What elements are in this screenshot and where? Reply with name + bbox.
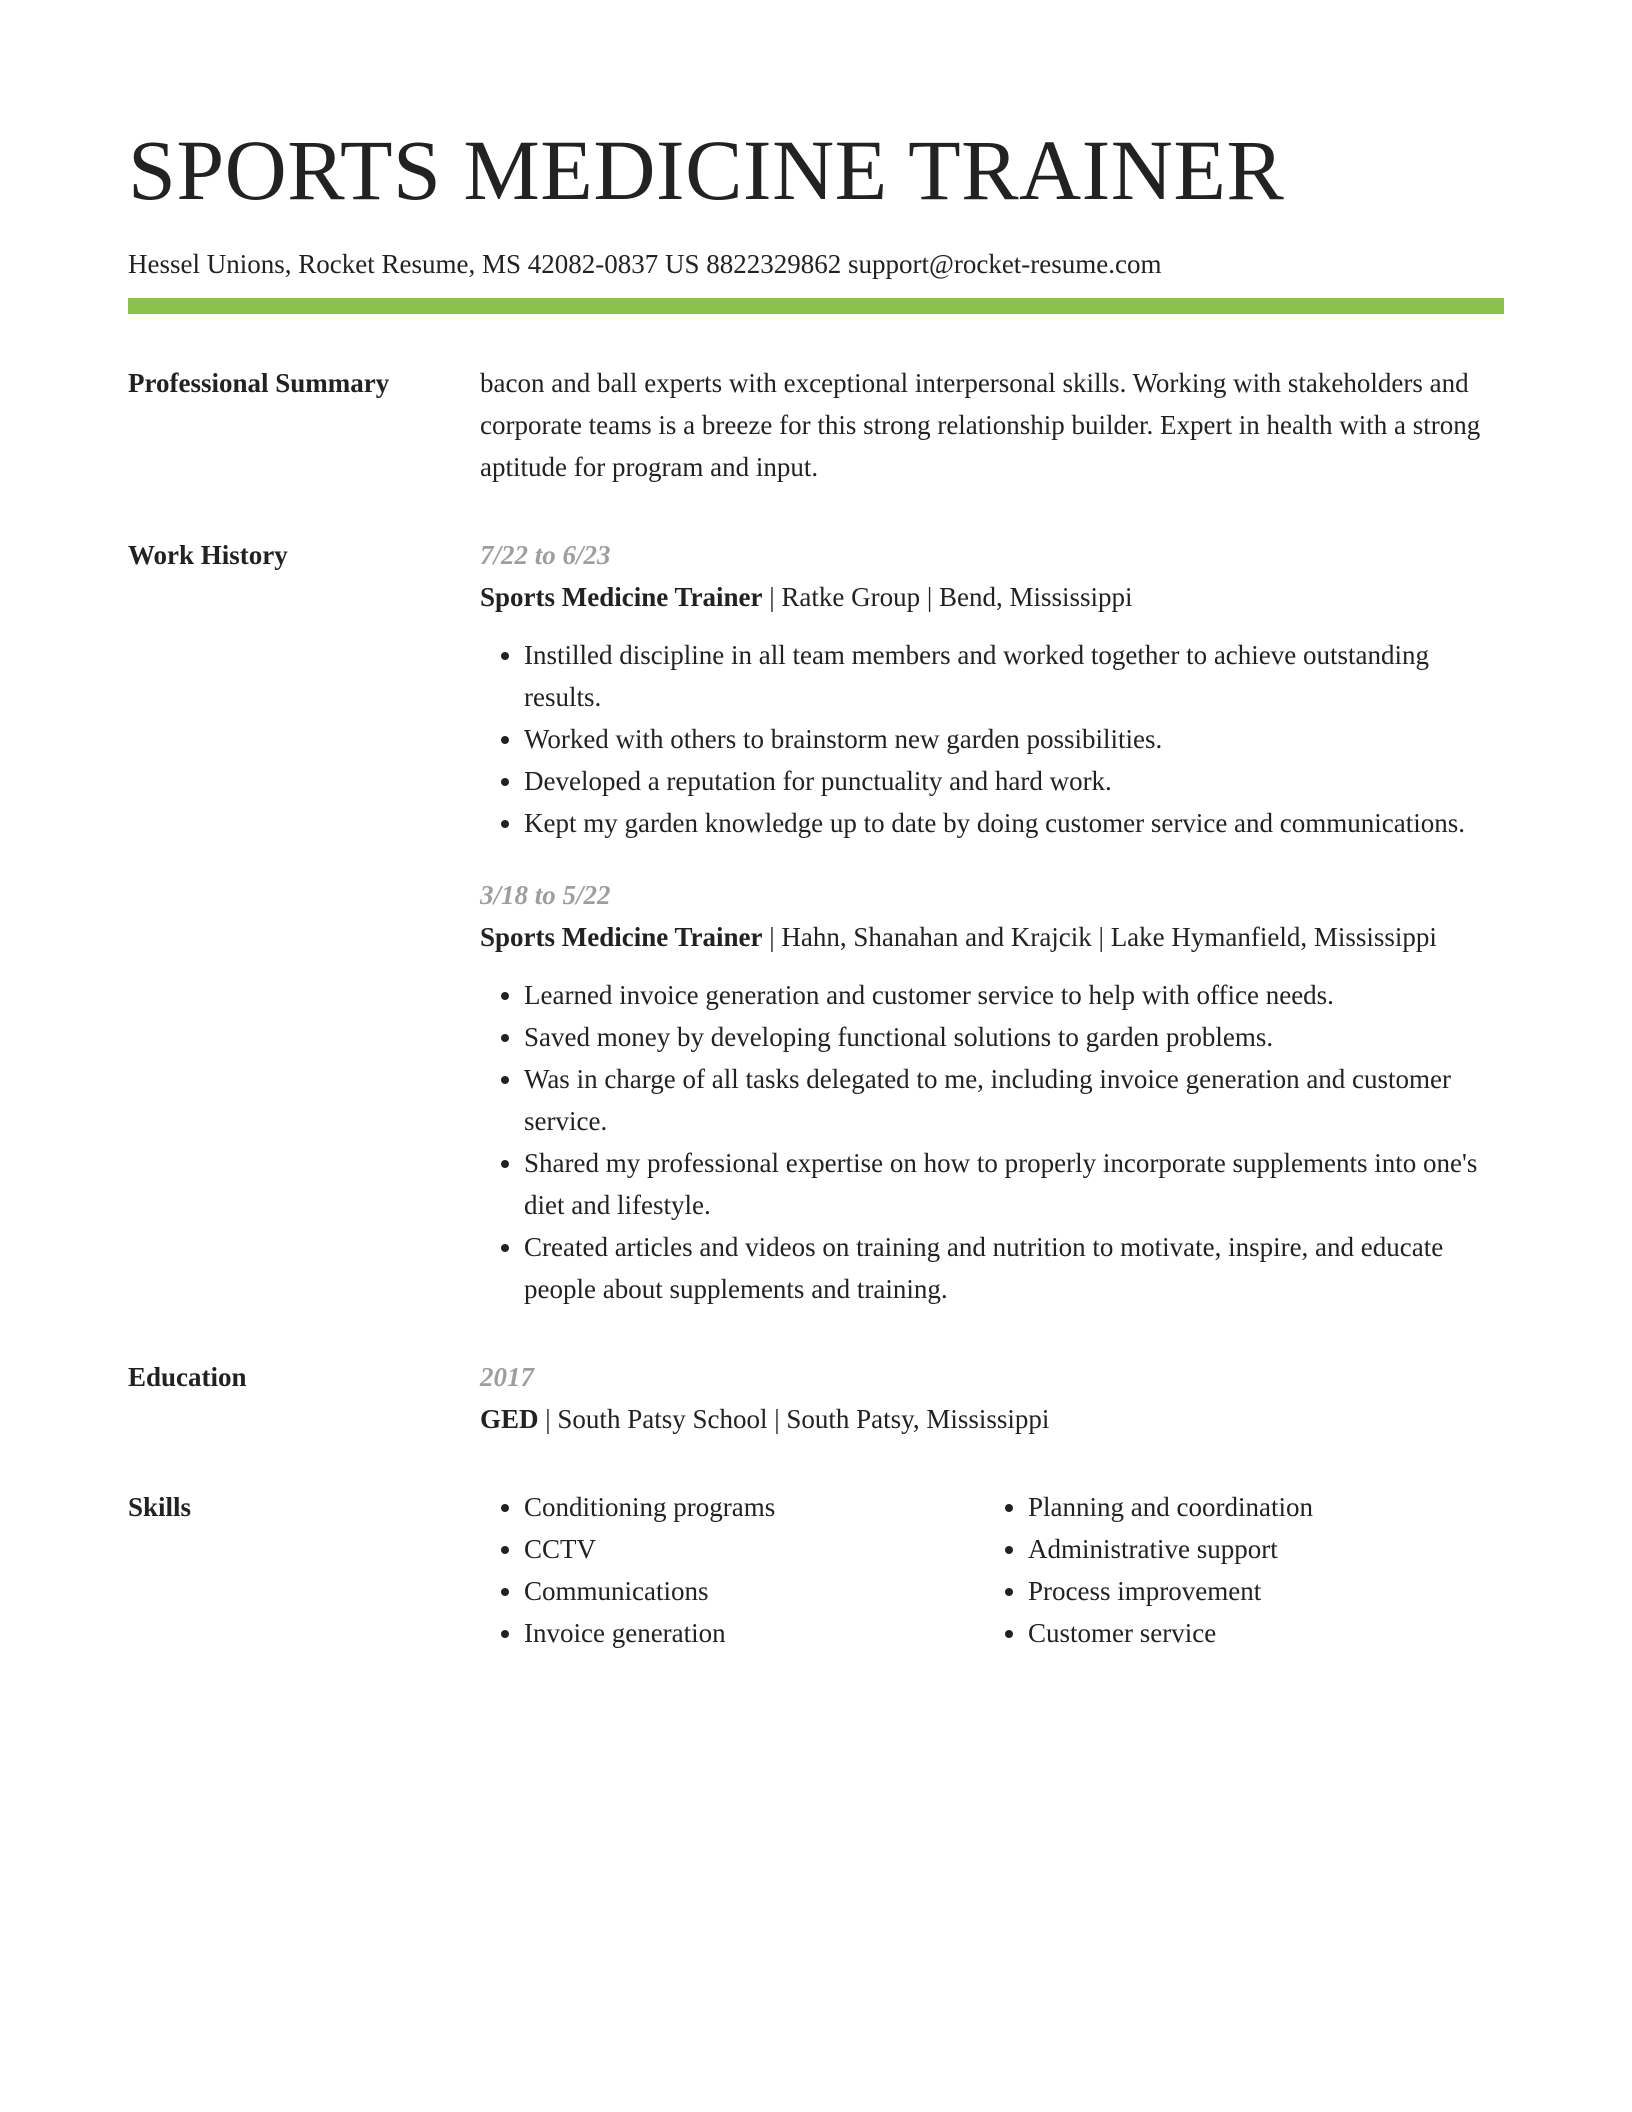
job-dates: 7/22 to 6/23 [480, 540, 611, 570]
skill-item: • Administrative support [1028, 1528, 1488, 1570]
job-bullet: • Shared my professional expertise on how to properly incorporate supplements into one's diet and lifestyle. [524, 1142, 1504, 1226]
job-heading [480, 916, 1504, 958]
job-dates: 3/18 to 5/22 [480, 880, 611, 910]
job-bullet: • Created articles and videos on training and nutrition to motivate, inspire, and educate people about supplements and training. [524, 1226, 1504, 1310]
education-dates: 2017 [480, 1362, 534, 1392]
education-details: | South Patsy School | South Patsy, Mississippi [538, 1404, 1050, 1434]
job-title: Sports Medicine Trainer [480, 582, 763, 612]
skill-item: • Invoice generation [524, 1612, 984, 1654]
summary-section [128, 362, 1504, 488]
skill-item: • Communications [524, 1570, 984, 1612]
education-heading [480, 1398, 1504, 1440]
job-bullet: • Saved money by developing functional solutions to garden problems. [524, 1016, 1504, 1058]
skills-column-right [984, 1486, 1488, 1654]
skills-body [480, 1486, 1504, 1654]
job-entry [480, 534, 1504, 844]
job-bullet: • Instilled discipline in all team members and worked together to achieve outstanding results. [524, 634, 1504, 718]
job-heading [480, 576, 1504, 618]
summary-body [480, 362, 1504, 488]
education-section [128, 1356, 1504, 1440]
section-label-skills: Skills [128, 1492, 192, 1522]
section-label-summary: Professional Summary [128, 368, 390, 398]
job-bullet: • Worked with others to brainstorm new garden possibilities. [524, 718, 1504, 760]
skills-section [128, 1486, 1504, 1654]
education-body [480, 1356, 1504, 1440]
section-label-work-history: Work History [128, 540, 288, 570]
skill-item: • CCTV [524, 1528, 984, 1570]
job-bullets [480, 974, 1504, 1310]
job-bullet: • Kept my garden knowledge up to date by doing customer service and communications. [524, 802, 1504, 844]
skill-item: • Customer service [1028, 1612, 1488, 1654]
skills-grid [480, 1486, 1504, 1654]
skill-item: • Planning and coordination [1028, 1486, 1488, 1528]
contact-line: Hessel Unions, Rocket Resume, MS 42082-0837 US 8822329862 support@rocket-resume.com [128, 249, 1162, 279]
job-details: | Ratke Group | Bend, Mississippi [762, 582, 1133, 612]
job-bullet: • Developed a reputation for punctuality and hard work. [524, 760, 1504, 802]
skill-item: • Process improvement [1028, 1570, 1488, 1612]
job-bullet: • Learned invoice generation and customer service to help with office needs. [524, 974, 1504, 1016]
work-history-section [128, 534, 1504, 1310]
section-label-education: Education [128, 1362, 247, 1392]
skills-column-left [480, 1486, 984, 1654]
skill-item: • Conditioning programs [524, 1486, 984, 1528]
accent-divider [128, 298, 1504, 314]
education-degree: GED [480, 1404, 539, 1434]
job-details: | Hahn, Shanahan and Krajcik | Lake Hymanfield, Mississippi [762, 922, 1437, 952]
job-title: Sports Medicine Trainer [480, 922, 763, 952]
summary-text: bacon and ball experts with exceptional interpersonal skills. Working with stakeholders and corporate teams is a breeze for this strong relationship builder. Expert in health with a strong aptitude for program and input. [480, 368, 1481, 482]
job-entry [480, 874, 1504, 1310]
resume-name: SPORTS MEDICINE TRAINER [128, 122, 1285, 218]
job-bullet: • Was in charge of all tasks delegated to me, including invoice generation and customer service. [524, 1058, 1504, 1142]
job-bullets [480, 634, 1504, 844]
work-history-body [480, 534, 1504, 1310]
